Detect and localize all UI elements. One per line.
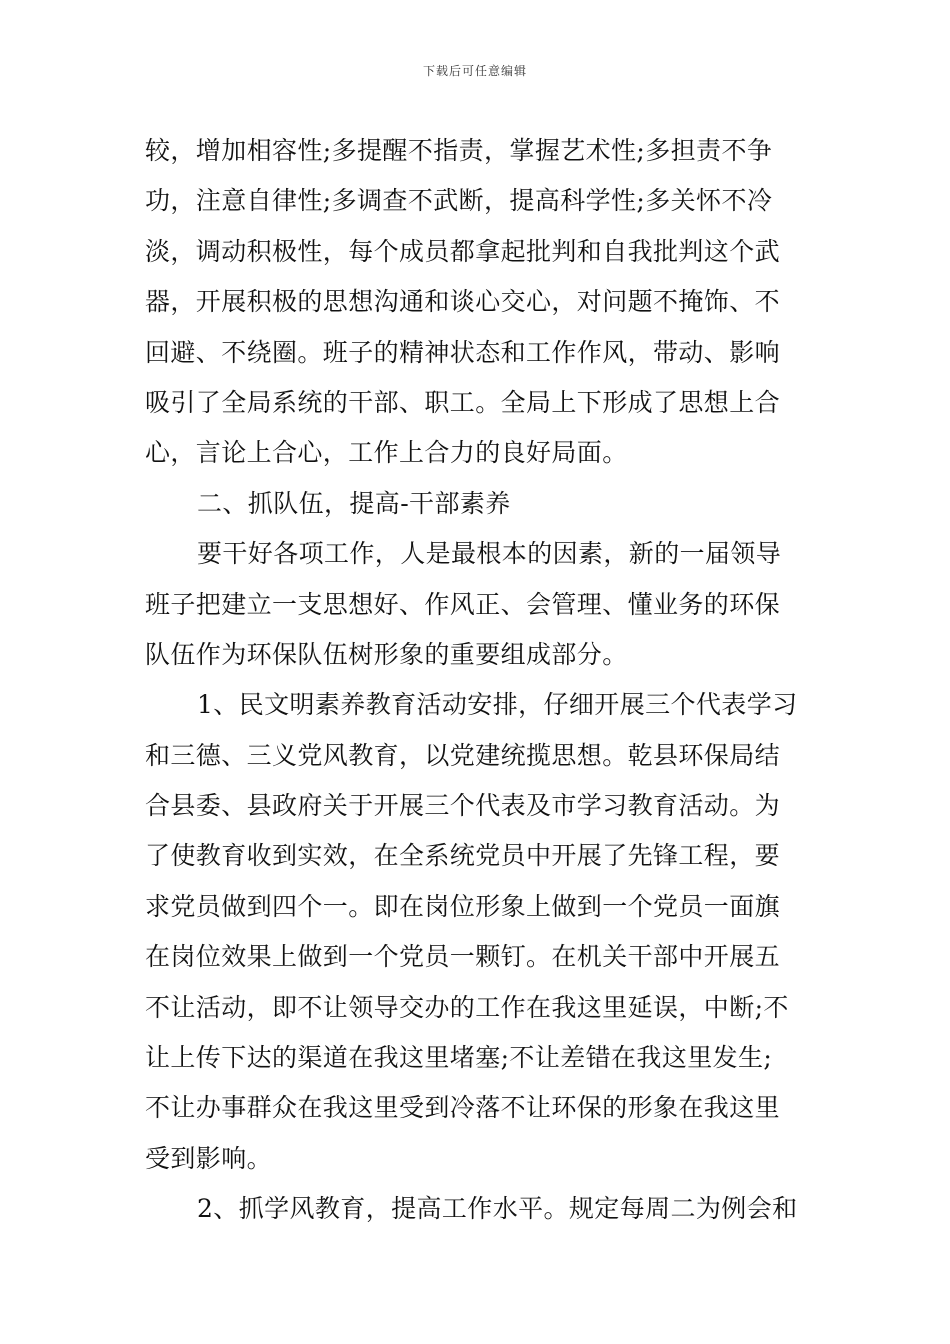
text-line: 回避、不绕圈。班子的精神状态和工作作风，带动、影响 xyxy=(145,337,781,367)
text-line: 在岗位效果上做到一个党员一颗钉。在机关干部中开展五 xyxy=(145,942,781,972)
text-line: 了使教育收到实效，在全系统党员中开展了先锋工程，要 xyxy=(145,841,781,871)
text-line: 心，言论上合心，工作上合力的良好局面。 xyxy=(145,438,628,468)
text-line: 合县委、县政府关于开展三个代表及市学习教育活动。为 xyxy=(145,791,781,821)
text-line: 2、抓学风教育，提高工作水平。规定每周二为例会和 xyxy=(197,1194,798,1224)
section-heading: 二、抓队伍，提高-干部素养 xyxy=(197,488,511,518)
page-header: 下载后可任意编辑 xyxy=(422,64,527,78)
text-line: 吸引了全局系统的干部、职工。全局上下形成了思想上合 xyxy=(145,387,781,417)
text-line: 要干好各项工作，人是最根本的因素，新的一届领导 xyxy=(197,539,782,569)
text-line: 让上传下达的渠道在我这里堵塞;不让差错在我这里发生; xyxy=(145,1043,773,1073)
text-line: 班子把建立一支思想好、作风正、会管理、懂业务的环保 xyxy=(145,589,781,619)
text-line: 和三德、三义党风教育，以党建统揽思想。乾县环保局结 xyxy=(145,740,781,770)
text-line: 不让活动，即不让领导交办的工作在我这里延误，中断;不 xyxy=(145,992,789,1022)
text-line: 队伍作为环保队伍树形象的重要组成部分。 xyxy=(145,639,628,669)
text-line: 不让办事群众在我这里受到冷落不让环保的形象在我这里 xyxy=(145,1093,781,1123)
text-line: 器，开展积极的思想沟通和谈心交心，对问题不掩饰、不 xyxy=(145,287,781,317)
text-line: 功，注意自律性;多调查不武断，提高科学性;多关怀不冷 xyxy=(145,186,773,216)
text-line: 受到影响。 xyxy=(145,1143,273,1173)
document-body xyxy=(145,126,807,1235)
text-line: 较，增加相容性;多提醒不指责，掌握艺术性;多担责不争 xyxy=(145,136,773,165)
text-line: 淡，调动积极性，每个成员都拿起批判和自我批判这个武 xyxy=(145,236,781,266)
text-line: 求党员做到四个一。即在岗位形象上做到一个党员一面旗 xyxy=(145,891,781,921)
text-line: 1、民文明素养教育活动安排，仔细开展三个代表学习 xyxy=(197,690,798,720)
